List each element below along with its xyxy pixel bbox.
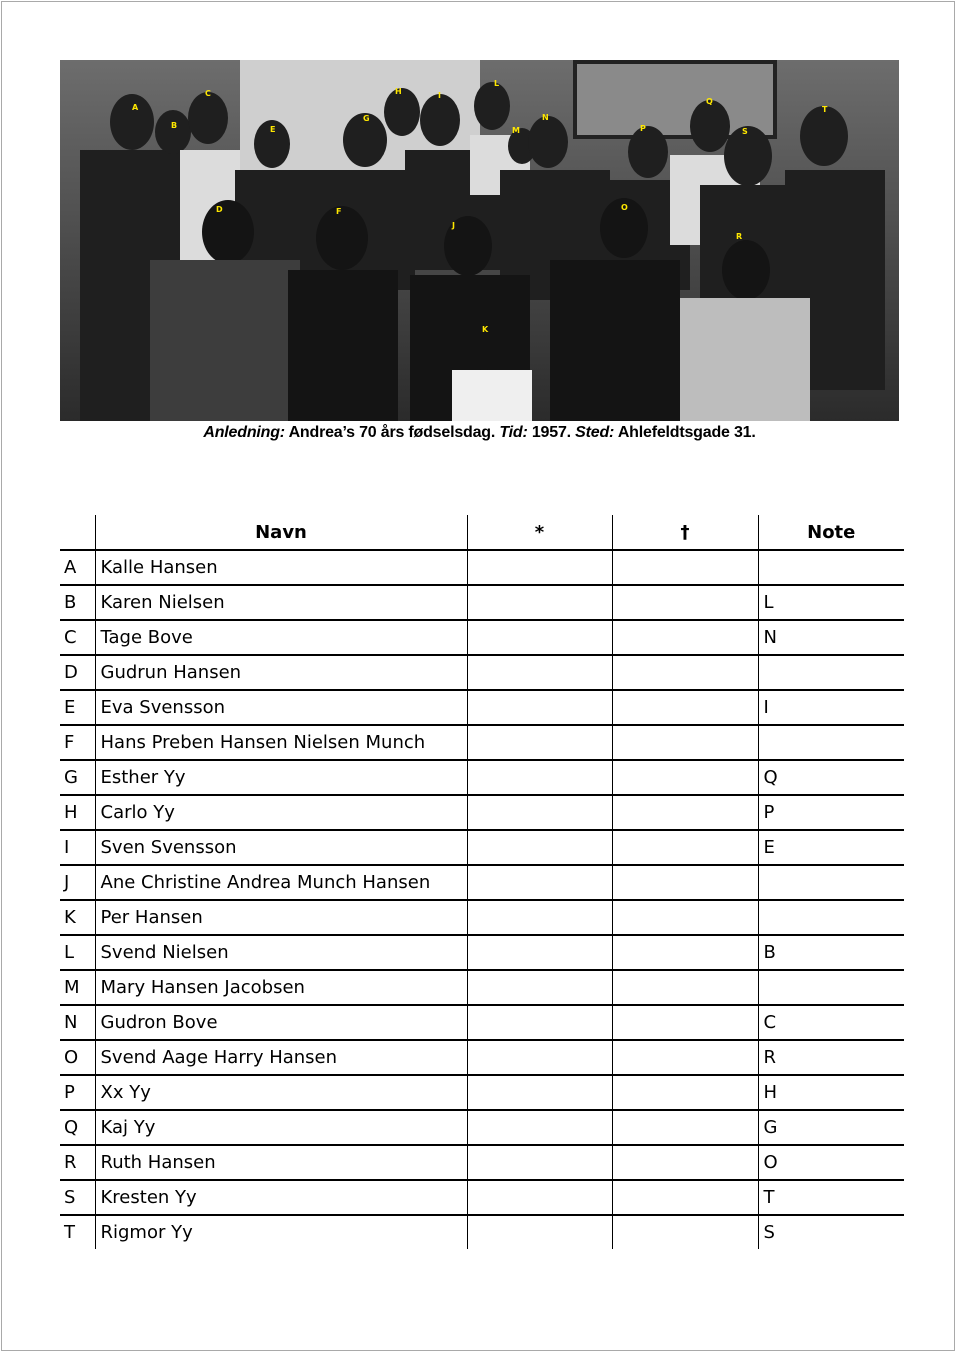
place-label: Sted: — [575, 424, 615, 441]
died-cell — [612, 935, 758, 970]
name-cell: Xx Yy — [95, 1075, 467, 1110]
note-cell: Q — [758, 760, 904, 795]
note-column-header: Note — [758, 515, 904, 550]
label-d-tag: D — [216, 205, 223, 214]
note-cell: B — [758, 935, 904, 970]
id-cell: C — [60, 620, 95, 655]
name-cell: Eva Svensson — [95, 690, 467, 725]
label-c-tag: C — [205, 89, 211, 98]
born-cell — [467, 585, 612, 620]
name-cell: Carlo Yy — [95, 795, 467, 830]
id-cell: L — [60, 935, 95, 970]
occasion-label: Anledning: — [203, 424, 285, 441]
born-cell — [467, 830, 612, 865]
died-cell — [612, 1215, 758, 1249]
group-photo — [60, 60, 899, 421]
label-h-tag: H — [395, 87, 402, 96]
id-cell: J — [60, 865, 95, 900]
name-cell: Kaj Yy — [95, 1110, 467, 1145]
name-cell: Svend Aage Harry Hansen — [95, 1040, 467, 1075]
born-cell — [467, 620, 612, 655]
born-cell — [467, 970, 612, 1005]
table-row — [60, 585, 904, 620]
born-cell — [467, 1215, 612, 1249]
name-cell: Kresten Yy — [95, 1180, 467, 1215]
born-cell — [467, 725, 612, 760]
name-cell: Ane Christine Andrea Munch Hansen — [95, 865, 467, 900]
note-cell: S — [758, 1215, 904, 1249]
table-row — [60, 970, 904, 1005]
note-cell — [758, 865, 904, 900]
id-cell: S — [60, 1180, 95, 1215]
group-photo-image — [60, 60, 899, 421]
id-cell: N — [60, 1005, 95, 1040]
died-cell — [612, 865, 758, 900]
born-cell — [467, 1110, 612, 1145]
label-n-tag: N — [542, 113, 549, 122]
note-cell — [758, 900, 904, 935]
born-cell — [467, 655, 612, 690]
people-table-body — [60, 550, 904, 1249]
name-cell: Sven Svensson — [95, 830, 467, 865]
table-row — [60, 1110, 904, 1145]
table-row — [60, 620, 904, 655]
died-cell — [612, 760, 758, 795]
born-cell — [467, 1040, 612, 1075]
label-q-tag: Q — [706, 97, 713, 106]
id-cell: T — [64, 1222, 75, 1243]
name-cell: Karen Nielsen — [95, 585, 467, 620]
id-cell: Q — [60, 1110, 95, 1145]
id-cell: I — [60, 830, 95, 865]
name-cell: Tage Bove — [95, 620, 467, 655]
table-row — [60, 550, 904, 585]
died-cell — [612, 550, 758, 585]
note-cell: H — [758, 1075, 904, 1110]
died-cell — [612, 1005, 758, 1040]
born-cell — [467, 1075, 612, 1110]
id-cell: G — [60, 760, 95, 795]
died-cell — [612, 1075, 758, 1110]
died-cell — [612, 620, 758, 655]
note-cell: N — [758, 620, 904, 655]
name-cell: Per Hansen — [95, 900, 467, 935]
name-cell: Esther Yy — [95, 760, 467, 795]
label-k-tag: K — [482, 325, 489, 334]
died-cell — [612, 1180, 758, 1215]
note-cell: G — [758, 1110, 904, 1145]
died-cell — [612, 1145, 758, 1180]
id-cell: E — [60, 690, 95, 725]
occasion-value: Andrea’s 70 års fødselsdag. — [288, 424, 496, 441]
name-cell: Rigmor Yy — [95, 1215, 467, 1249]
label-s-tag: S — [742, 127, 748, 136]
label-p-tag: P — [640, 124, 646, 133]
label-g-tag: G — [363, 114, 370, 123]
born-cell — [467, 1145, 612, 1180]
table-row — [60, 1215, 904, 1249]
table-row — [60, 1145, 904, 1180]
id-cell: O — [60, 1040, 95, 1075]
name-column-header: Navn — [95, 515, 467, 550]
died-cell — [612, 830, 758, 865]
died-column-header: † — [612, 515, 758, 550]
photo-caption — [60, 424, 899, 442]
note-cell: R — [758, 1040, 904, 1075]
table-row — [60, 865, 904, 900]
table-row — [60, 655, 904, 690]
table-row — [60, 900, 904, 935]
label-a-tag: A — [132, 103, 139, 112]
time-value: 1957. — [531, 424, 571, 441]
id-cell: A — [60, 550, 95, 585]
note-cell: C — [758, 1005, 904, 1040]
label-m-tag: M — [512, 126, 520, 135]
id-cell: H — [60, 795, 95, 830]
name-cell: Svend Nielsen — [95, 935, 467, 970]
born-cell — [467, 1180, 612, 1215]
name-cell: Mary Hansen Jacobsen — [95, 970, 467, 1005]
died-cell — [612, 970, 758, 1005]
died-cell — [612, 1040, 758, 1075]
label-l-tag: L — [494, 79, 500, 88]
place-value: Ahlefeldtsgade 31. — [617, 424, 756, 441]
time-label: Tid: — [499, 424, 528, 441]
id-column-header — [60, 515, 95, 550]
born-cell — [467, 550, 612, 585]
label-o-tag: O — [621, 203, 628, 212]
born-cell — [467, 795, 612, 830]
note-cell: O — [758, 1145, 904, 1180]
note-cell — [758, 550, 904, 585]
born-cell — [467, 690, 612, 725]
died-cell — [612, 725, 758, 760]
table-row — [60, 795, 904, 830]
name-cell: Hans Preben Hansen Nielsen Munch — [95, 725, 467, 760]
label-r-tag: R — [736, 232, 743, 241]
note-cell: P — [758, 795, 904, 830]
table-header-row — [60, 515, 904, 550]
note-cell — [758, 655, 904, 690]
id-cell: K — [60, 900, 95, 935]
table-row — [60, 1180, 904, 1215]
died-cell — [612, 900, 758, 935]
name-cell: Gudrun Hansen — [95, 655, 467, 690]
label-f-tag: F — [336, 207, 342, 216]
id-cell: F — [60, 725, 95, 760]
table-row — [60, 725, 904, 760]
born-cell — [467, 1005, 612, 1040]
table-row — [60, 690, 904, 725]
painting-shape — [575, 62, 775, 137]
id-cell: R — [60, 1145, 95, 1180]
label-b-tag: B — [171, 121, 178, 130]
note-cell: T — [758, 1180, 904, 1215]
table-row — [60, 830, 904, 865]
label-e-tag: E — [270, 125, 276, 134]
id-cell: B — [60, 585, 95, 620]
note-cell — [758, 725, 904, 760]
id-cell: M — [60, 970, 95, 1005]
died-cell — [612, 690, 758, 725]
people-table — [60, 515, 904, 1249]
born-cell — [467, 900, 612, 935]
table-row — [60, 1075, 904, 1110]
died-cell — [612, 655, 758, 690]
name-cell: Ruth Hansen — [95, 1145, 467, 1180]
born-column-header: * — [467, 515, 612, 550]
born-cell — [467, 935, 612, 970]
table-row — [60, 760, 904, 795]
table-row — [60, 935, 904, 970]
id-cell: D — [60, 655, 95, 690]
note-cell: E — [758, 830, 904, 865]
died-cell — [612, 585, 758, 620]
name-cell: Gudron Bove — [95, 1005, 467, 1040]
note-cell — [758, 970, 904, 1005]
note-cell: L — [758, 585, 904, 620]
label-i-tag: I — [438, 91, 441, 100]
label-j-tag: J — [452, 221, 455, 230]
label-t-tag: T — [822, 105, 828, 114]
id-cell: P — [60, 1075, 95, 1110]
born-cell — [467, 760, 612, 795]
died-cell — [612, 795, 758, 830]
note-cell: I — [758, 690, 904, 725]
name-cell: Kalle Hansen — [95, 550, 467, 585]
table-row — [60, 1005, 904, 1040]
born-cell — [467, 865, 612, 900]
died-cell — [612, 1110, 758, 1145]
table-row — [60, 1040, 904, 1075]
